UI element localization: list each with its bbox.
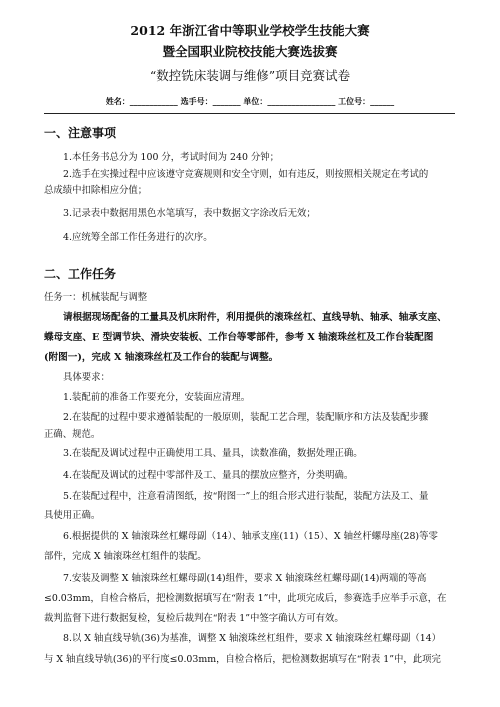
requirement-line: 4.在装配及调试的过程中零部件及工、量具的摆放应整齐，分类明确。 <box>63 470 354 481</box>
section-2-heading: 二、工作任务 <box>44 267 117 281</box>
requirement-line: ≤0.03mm，自检合格后，把检测数据填写在“附表 1”中，此项完成后，参赛选手应举手示意，在 <box>44 593 447 604</box>
requirement-line: 3.在装配及调试过程中正确使用工具、量具，读数准确，数据处理正确。 <box>63 448 363 459</box>
requirement-line: 1.装配前的准备工作要充分，安装面应清理。 <box>63 392 251 403</box>
title-line-1: 2012 年浙江省中等职业学校学生技能大赛 <box>130 23 370 38</box>
task-description-line: 蝶母支座、E 型调节块、滑块安装板、工作台等零部件，参考 X 轴滚珠丝杠及工作台装配图 <box>44 332 434 343</box>
notice-line: 1.本任务书总分为 100 分，考试时间为 240 分钟； <box>63 152 280 163</box>
requirement-line: 裁判监督下进行数据复检，复检后裁判在“附表 1”中签字确认方可有效。 <box>44 613 344 624</box>
notice-line: 2.选手在实操过程中应该遵守竞赛规则和安全守则，如有违反，则按照相关规定在考试的 <box>63 169 429 180</box>
section-1-heading: 一、注意事项 <box>44 126 117 140</box>
notice-line: 4.应统筹全部工作任务进行的次序。 <box>63 232 213 243</box>
requirement-line: 6.根据提供的 X 轴滚珠丝杠螺母副（14）、轴承支座(11)（15）、X 轴丝杆螺母座(28)等零 <box>63 531 438 542</box>
requirement-line: 与 X 轴直线导轨(36)的平行度≤0.03mm，自检合格后，把检测数据填写在“附表 1”中，此项完 <box>44 654 441 665</box>
task-description-line: 请根据现场配备的工量具及机床附件，利用提供的滚珠丝杠、直线导轨、轴承、轴承支座、 <box>63 312 447 323</box>
notice-line: 总成绩中扣除相应分值； <box>44 185 148 196</box>
requirement-line: 具使用正确。 <box>44 510 101 521</box>
requirement-line: 2.在装配的过程中要求遵循装配的一般原则，装配工艺合理，装配顺序和方法及装配步骤 <box>63 412 429 423</box>
title-line-2: 暨全国职业院校技能大赛选拔赛 <box>162 44 338 59</box>
requirements-title: 具体要求： <box>63 372 110 383</box>
notice-line: 3.记录表中数据用黑色水笔填写，表中数据文字涂改后无效； <box>63 208 316 219</box>
requirement-line: 正确、规范。 <box>44 429 101 440</box>
task-title: 任务一：机械装配与调整 <box>44 292 148 303</box>
requirement-line: 部件，完成 X 轴滚珠丝杠组件的装配。 <box>44 551 207 562</box>
requirement-line: 8.以 X 轴直线导轨(36)为基准，调整 X 轴滚珠丝杠组件，要求 X 轴滚珠丝杠螺母副（14） <box>63 633 442 644</box>
task-description-line: (附图一)，完成 X 轴滚珠丝杠及工作台的装配与调整。 <box>44 352 279 363</box>
candidate-info-fields: 姓名：____________ 选手号：_______ 单位：_________________ 工位号：______ <box>105 96 395 106</box>
requirement-line: 5.在装配过程中，注意看清图纸，按“附图一”上的组合形式进行装配，装配方法及工、量 <box>63 491 429 502</box>
header-divider <box>44 113 455 114</box>
requirement-line: 7.安装及调整 X 轴滚珠丝杠螺母副(14)组件，要求 X 轴滚珠丝杠螺母副(14)两端的等高 <box>63 573 427 584</box>
subtitle: “数控铣床装调与维修”项目竞赛试卷 <box>149 68 351 83</box>
